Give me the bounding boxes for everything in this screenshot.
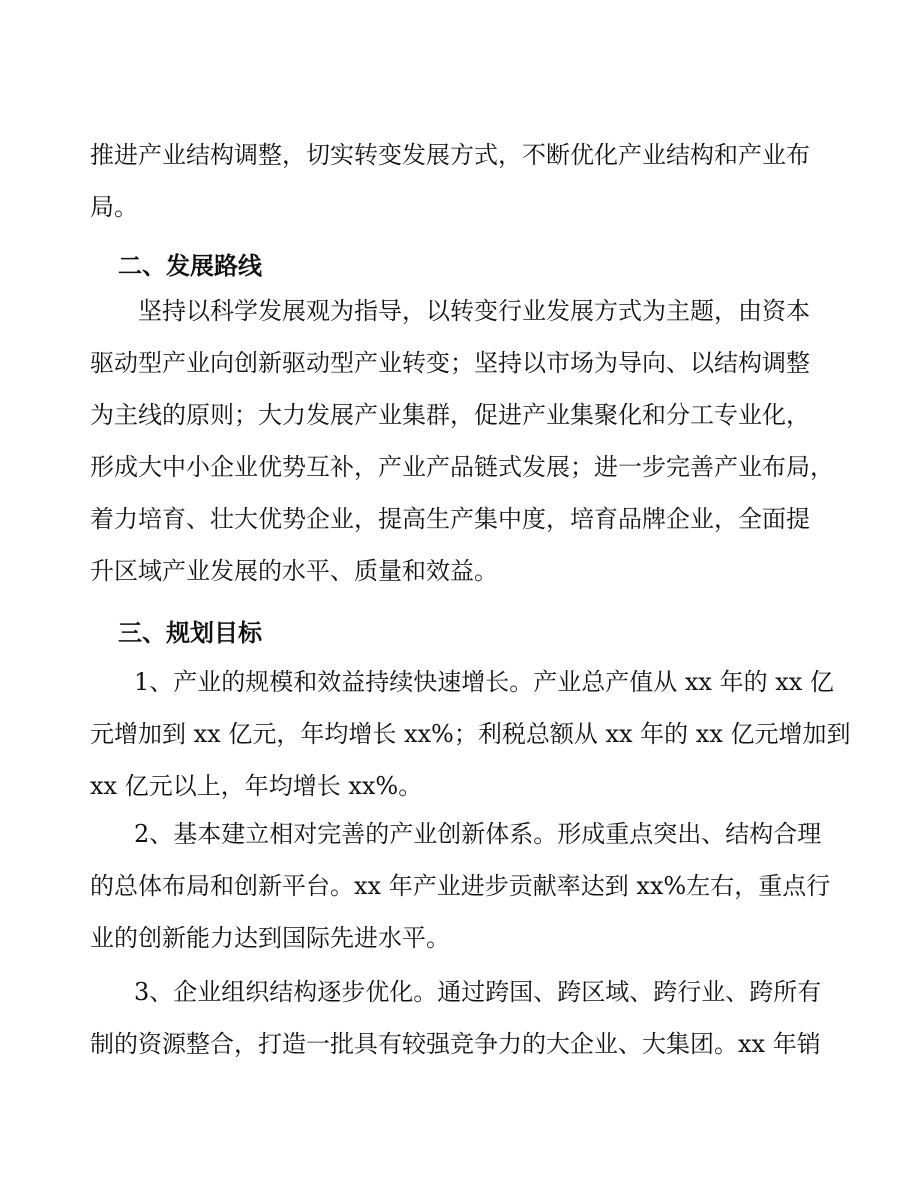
paragraph-line	[0, 343, 920, 383]
text-line: 3、企业组织结构逐步优化。通过跨国、跨区域、跨行业、跨所有	[134, 978, 822, 1006]
paragraph-line	[0, 866, 920, 906]
section-heading	[0, 246, 920, 286]
text-line: 形成大中小企业优势互补，产业产品链式发展；进一步完善产业布局，	[90, 453, 834, 481]
paragraph-line	[0, 187, 920, 227]
text-line: xx 亿元以上，年均增长 xx%。	[90, 772, 423, 800]
paragraph-line	[0, 972, 920, 1012]
text-line: 的总体布局和创新平台。xx 年产业进步贡献率达到 xx%左右，重点行	[90, 872, 831, 900]
text-line: 局。	[90, 193, 138, 221]
text-line: 元增加到 xx 亿元，年均增长 xx%；利税总额从 xx 年的 xx 亿元增加到	[90, 720, 851, 748]
paragraph-line	[0, 447, 920, 487]
heading-text: 二、发展路线	[118, 251, 262, 280]
paragraph-line	[0, 714, 920, 754]
text-line: 坚持以科学发展观为指导，以转变行业发展方式为主题，由资本	[138, 297, 810, 325]
text-line: 升区域产业发展的水平、质量和效益。	[90, 557, 498, 585]
text-line: 2、基本建立相对完善的产业创新体系。形成重点突出、结构合理	[134, 820, 822, 848]
section-heading	[0, 613, 920, 653]
paragraph-line	[0, 551, 920, 591]
text-line: 业的创新能力达到国际先进水平。	[90, 924, 450, 952]
paragraph-line	[0, 814, 920, 854]
paragraph-line	[0, 291, 920, 331]
paragraph-line	[0, 766, 920, 806]
text-line: 着力培育、壮大优势企业，提高生产集中度，培育品牌企业，全面提	[90, 505, 810, 533]
paragraph-line	[0, 1024, 920, 1064]
paragraph-line	[0, 918, 920, 958]
paragraph-line	[0, 135, 920, 175]
paragraph-line	[0, 499, 920, 539]
heading-text: 三、规划目标	[118, 618, 262, 647]
text-line: 1、产业的规模和效益持续快速增长。产业总产值从 xx 年的 xx 亿	[134, 668, 834, 696]
paragraph-line	[0, 662, 920, 702]
text-line: 驱动型产业向创新驱动型产业转变；坚持以市场为导向、以结构调整	[90, 349, 810, 377]
paragraph-line	[0, 395, 920, 435]
text-line: 制的资源整合，打造一批具有较强竞争力的大企业、大集团。xx 年销	[90, 1030, 821, 1058]
text-line: 推进产业结构调整，切实转变发展方式，不断优化产业结构和产业布	[90, 141, 810, 169]
text-line: 为主线的原则；大力发展产业集群，促进产业集聚化和分工专业化，	[90, 401, 810, 429]
